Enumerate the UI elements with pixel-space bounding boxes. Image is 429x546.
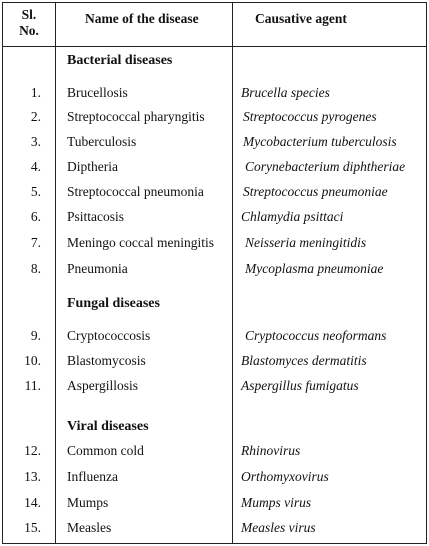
header-agent: Causative agent [255,11,347,26]
header-sl-line2: No. [19,23,39,38]
header-divider [3,46,426,47]
row-number: 6. [30,209,41,224]
causative-agent: Measles virus [241,520,316,535]
causative-agent: Chlamydia psittaci [241,209,344,224]
causative-agent: Neisseria meningitidis [245,235,367,250]
disease-name: Aspergillosis [67,378,139,393]
row-number: 12. [24,443,41,458]
disease-name: Streptococcal pneumonia [67,184,204,199]
row-number: 11. [24,378,41,393]
causative-agent: Aspergillus fumigatus [241,378,359,393]
disease-name: Mumps [67,495,109,510]
disease-name: Cryptococcosis [67,328,151,343]
causative-agent: Rhinovirus [241,443,301,458]
section-title-fungal: Fungal diseases [67,296,160,311]
disease-table [2,2,427,544]
header-disease: Name of the disease [85,11,199,26]
header-sl-line1: Sl. [21,7,37,22]
causative-agent: Cryptococcus neoformans [245,328,387,343]
row-number: 2. [30,109,41,124]
disease-name: Streptococcal pharyngitis [67,109,205,124]
causative-agent: Mycobacterium tuberculosis [243,134,397,149]
disease-name: Measles [67,520,112,535]
section-title-viral: Viral diseases [67,419,149,434]
disease-name: Diptheria [67,159,118,174]
row-number: 13. [24,469,41,484]
section-title-bacterial: Bacterial diseases [67,53,173,68]
causative-agent: Corynebacterium diphtheriae [245,159,406,174]
disease-name: Tuberculosis [67,134,137,149]
header-sl-no [3,7,55,39]
disease-name: Meningo coccal meningitis [67,235,214,250]
row-number: 15. [24,520,41,535]
disease-name: Influenza [67,469,118,484]
causative-agent: Mycoplasma pneumoniae [245,261,384,276]
causative-agent: Blastomyces dermatitis [241,353,367,368]
causative-agent: Streptococcus pneumoniae [243,184,388,199]
causative-agent: Orthomyxovirus [241,469,329,484]
disease-name: Brucellosis [67,85,128,100]
row-number: 10. [24,353,41,368]
disease-name: Common cold [67,443,144,458]
row-number: 4. [30,159,41,174]
row-number: 9. [30,328,41,343]
row-number: 5. [30,184,41,199]
causative-agent: Mumps virus [241,495,312,510]
row-number: 8. [30,261,41,276]
disease-name: Pneumonia [67,261,128,276]
disease-name: Blastomycosis [67,353,146,368]
causative-agent: Streptococcus pyrogenes [243,109,377,124]
column-divider [55,3,56,543]
row-number: 1. [30,85,41,100]
column-divider [232,3,233,543]
row-number: 7. [30,235,41,250]
disease-name: Psittacosis [67,209,125,224]
causative-agent: Brucella species [241,85,330,100]
row-number: 14. [24,495,41,510]
row-number: 3. [30,134,41,149]
